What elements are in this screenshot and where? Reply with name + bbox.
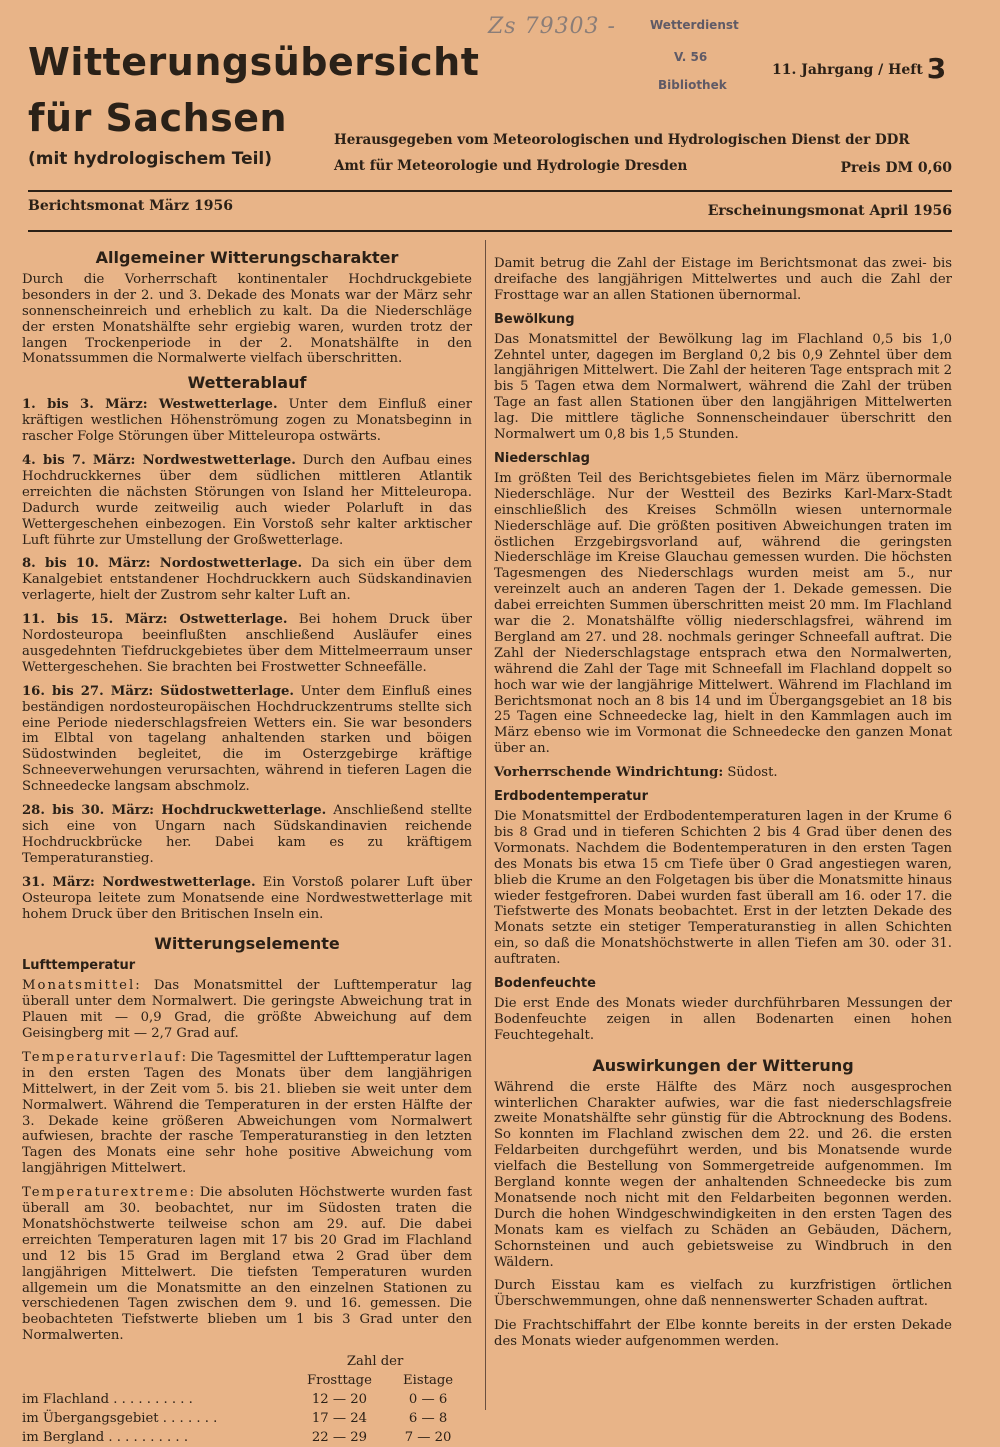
paragraph-soil-moisture: Die erst Ende des Monats wieder durchführbaren Messungen der Bodenfeuchte zeigen in allen Bodenarten einen hohen Feuchtegehalt. — [494, 995, 952, 1043]
course-item-lead: 4. bis 7. März: Nordwestwetterlage. — [22, 452, 296, 468]
course-item — [22, 803, 472, 867]
course-item — [22, 684, 472, 795]
table-caption-row — [22, 1352, 472, 1371]
course-item — [22, 612, 472, 676]
paragraph-precipitation: Im größten Teil des Berichtsgebietes fielen im März übernormale Niederschläge. Nur der Westteil des Bezirks Karl-Marx-Stadt einschließlich des Kreises Schmölln wiesen unternormale Niederschläge auf. Die größten positiven Abweichungen traten im östlichen Erzgebirgsvorland auf, während die geringsten Niederschläge im Kreise Glauchau gemessen wurden. Die höchsten Tagesmengen des Niederschlags wurden meist am 5., nur vereinzelt auch an anderen Tagen der 1. Dekade gemessen. Die dabei erreichten Summen überschritten meist 20 mm. Im Flachland war die 2. Monatshälfte völlig niederschlagsfrei, während im Bergland am 27. und 28. nochmals geringer Schneefall auftrat. Die Zahl der Niederschlagstage entsprach etwa den Normalwerten, während die Zahl der Tage mit Schneefall im Flachland doppelt so hoch war wie der langjährige Mittelwert. Während im Flachland im Berichtsmonat noch an 8 bis 14 und im Übergangsgebiet an 18 bis 25 Tagen eine Schneedecke lag, hielt in den Kammlagen auch im März ebenso wie im Vormonat die Schneedecke den ganzen Monat über an. — [494, 470, 952, 757]
paragraph-wind-direction — [494, 765, 952, 781]
heading-cloudiness: Bewölkung — [494, 311, 575, 327]
report-month: Berichtsmonat März 1956 — [28, 198, 233, 214]
heading-precipitation: Niederschlag — [494, 450, 590, 466]
label-temperature-extremes: Temperaturextreme — [22, 1185, 190, 1201]
text-temperature-course: : Die Tagesmittel der Lufttemperatur lagen in den ersten Tagen des Monats über dem langjährigen Mittelwert, in der Zeit vom 5. bis 21. blieben sie weit unter dem Normalwert. Während die Temperaturen in der ersten Hälfte der 3. Dekade keine größeren Abweichungen vom Normalwert aufwiesen, brachte der rasche Temperaturanstieg in den letzten Tagen des Monats eine sehr hohe positive Abweichung vom langjährigen Mittelwert. — [22, 1049, 472, 1177]
paragraph-temperature-course — [22, 1050, 472, 1177]
paragraph-general: Durch die Vorherrschaft kontinentaler Hochdruckgebiete besonders in der 2. und 3. Dekade des Monats war der März sehr sonnenscheinreich und erheblich zu kalt. Da die Niederschläge der ersten Monatshälfte sehr ergiebig waren, wurden trotz der langen Trockenperiode in der 2. Monatshälfte in den Monatssummen die Normalwerte vielfach überschritten. — [22, 271, 472, 367]
text-monthly-mean: : Das Monatsmittel der Lufttemperatur lag überall unter dem Normalwert. Die geringste Abweichung trat in Plauen mit — 0,9 Grad, die größte Abweichung auf dem Geisingberg mit — 2,7 Grad auf. — [22, 978, 472, 1041]
heading-weather-elements: Witterungselemente — [154, 934, 340, 954]
title-line-2: für Sachsen — [28, 96, 288, 140]
handwritten-catalog-number: Zs 79303 - — [488, 14, 616, 39]
heading-air-temperature: Lufttemperatur — [22, 958, 136, 974]
course-item-lead: 28. bis 30. März: Hochdruckwetterlage. — [22, 803, 327, 819]
heading-soil-moisture: Bodenfeuchte — [494, 976, 596, 992]
heading-general-character: Allgemeiner Witterungscharakter — [95, 248, 399, 267]
cell-ice: 0 — 6 — [408, 1392, 448, 1408]
header-rule-bottom — [28, 230, 952, 232]
issue-number: 3 — [926, 52, 947, 85]
subtitle: (mit hydrologischem Teil) — [28, 149, 273, 169]
price: Preis DM 0,60 — [840, 160, 952, 176]
paragraph-cloudiness: Das Monatsmittel der Bewölkung lag im Flachland 0,5 bis 1,0 Zehntel unter, dagegen im Bergland 0,2 bis 0,9 Zehntel über dem langjährigen Mittelwert. Die Zahl der heiteren Tage entsprach mit 2 bis 5 Tagen etwa dem Normalwert, während die Zahl der trüben Tage an fast allen Stationen über den langjährigen Mittelwerten lag. Die mittlere tägliche Sonnenscheindauer überschritt den Normalwert um 0,8 bis 1,5 Stunden. — [494, 331, 952, 443]
header-rule-top — [28, 190, 952, 192]
title-line-1: Witterungsübersicht — [28, 40, 480, 84]
course-item-text: Unter dem Einfluß eines beständigen nordosteuropäischen Hochdruckzentrums stellte sich eine Periode niederschlagsfreien Wetters ein. Sie war besonders im Elbtal von tagelang anhaltenden starken und böigen Südostwinden begleitet, die im Osterzgebirge kräftige Schneeverwehungen verursachten, während in tieferen Lagen die Schneedecke langsam abschmolz. — [22, 683, 472, 795]
right-column — [494, 256, 952, 1358]
heading-weather-course: Wetterablauf — [187, 373, 307, 393]
table-row — [22, 1390, 472, 1409]
course-item-text: Da sich ein über dem Kanalgebiet entstandener Hochdruckkern auch Südskandinavien verlagerte, hielt der Zustrom sehr kalter Luft an. — [22, 556, 472, 604]
course-item — [22, 453, 472, 548]
paragraph-ice-days: Damit betrug die Zahl der Eistage im Berichtsmonat das zwei- bis dreifache des langjährigen Mittelwertes und auch die Zahl der Frosttage war an allen Stationen übernormal. — [494, 256, 952, 303]
publisher-line: Herausgegeben vom Meteorologischen und Hydrologischen Dienst der DDR — [334, 132, 910, 148]
table-caption: Zahl der — [346, 1354, 404, 1370]
stamp-line-3: Bibliothek — [658, 78, 727, 92]
cell-ice: 6 — 8 — [408, 1411, 448, 1427]
course-item-lead: 31. März: Nordwestwetterlage. — [22, 874, 256, 890]
label-wind-direction: Vorherrschende Windrichtung: — [494, 765, 724, 781]
cell-ice: 7 — 20 — [404, 1430, 452, 1446]
cell-region: im Flachland . . . . . . . . . . — [22, 1392, 193, 1408]
column-header-ice: Eistage — [403, 1373, 454, 1389]
stamp-line-2: V. 56 — [674, 50, 708, 64]
issue-info — [772, 52, 946, 85]
paragraph-effects-3: Die Frachtschiffahrt der Elbe konnte bereits in der ersten Dekade des Monats wieder aufgenommen werden. — [494, 1318, 952, 1350]
paragraph-soil-temperature: Die Monatsmittel der Erdbodentemperaturen lagen in der Krume 6 bis 8 Grad und in tieferen Schichten 2 bis 4 Grad über denen des Vormonats. Nachdem die Bodentemperaturen in den ersten Tagen des Monats bis etwa 15 cm Tiefe über 0 Grad angestiegen waren, blieb die Krume an den Folgetagen bis über die Monatsmitte hinaus wieder festgefroren. Dabei wurden fast überall am 16. oder 17. die Tiefstwerte des Monats beobachtet. Erst in der letzten Dekade des Monats setzte ein stetiger Temperaturanstieg in allen Schichten ein, so daß die Monatshöchstwerte in allen Tiefen am 30. oder 31. auftraten. — [494, 809, 952, 968]
column-header-frost: Frosttage — [307, 1373, 372, 1389]
cell-frost: 17 — 24 — [311, 1411, 368, 1427]
paragraph-monthly-mean — [22, 978, 472, 1042]
table-header-row — [22, 1371, 472, 1390]
course-item-lead: 11. bis 15. März: Ostwetterlage. — [22, 612, 288, 628]
course-item-text: Unter dem Einfluß einer kräftigen westlichen Höhenströmung zogen zu Monatsbeginn in rascher Folge Störungen über Mitteleuropa ostwärts. — [22, 397, 472, 445]
course-item-text: Anschließend stellte sich eine von Ungarn nach Südskandinavien reichende Hochdruckbrücke her. Dabei kam es zu kräftigem Temperaturanstieg. — [22, 803, 473, 866]
course-item-text: Bei hohem Druck über Nordosteuropa beeinflußten anschließend Ausläufer eines ausgedehnten Tiefdruckgebietes über dem Mittelmeerraum unser Wettergeschehen. Sie brachten bei Frostwetter Schneefälle. — [22, 612, 472, 675]
course-item — [22, 556, 472, 604]
value-wind-direction: Südost. — [723, 765, 778, 781]
office-line: Amt für Meteorologie und Hydrologie Dresden — [334, 158, 688, 174]
table-row — [22, 1409, 472, 1428]
paragraph-effects-1: Während die erste Hälfte des März noch ausgesprochen winterlichen Charakter aufwies, war die fast niederschlagsfreie zweite Monatshälfte sehr günstig für die Abtrocknung des Bodens. So konnten im Flachland zwischen dem 22. und 26. die ersten Feldarbeiten durchgeführt werden, und bis Monatsende wurde vielfach die Bestellung von Sommergetreide aufgenommen. Im Bergland konnte wegen der anhaltenden Schneedecke bis zum Monatsende noch nicht mit den Feldarbeiten begonnen werden. Durch die hohen Windgeschwindigkeiten in den ersten Tagen des Monats kam es vielfach zu Schäden an Gebäuden, Dächern, Schornsteinen und auch gebietsweise zu Windbruch in den Wäldern. — [494, 1079, 952, 1270]
left-column — [22, 250, 472, 1447]
stamp-line-1: Wetterdienst — [650, 18, 739, 32]
issue-label: 11. Jahrgang / Heft — [772, 62, 923, 78]
frost-days-table — [22, 1352, 472, 1447]
course-item — [22, 875, 472, 923]
course-item-lead: 1. bis 3. März: Westwetterlage. — [22, 397, 278, 413]
cell-frost: 22 — 29 — [311, 1430, 368, 1446]
cell-region: im Bergland . . . . . . . . . . — [22, 1430, 189, 1446]
cell-region: im Übergangsgebiet . . . . . . . — [22, 1411, 218, 1427]
course-item-text: Durch den Aufbau eines Hochdruckkernes über dem südlichen mittleren Atlantik erreichten die nächsten Störungen von Island her Mitteleuropa. Dadurch wurde zeitweilig auch wieder Polarluft in das Wettergeschehen einbezogen. Ein Vorstoß sehr kalter arktischer Luft führte zur Umstellung der Großwetterlage. — [22, 452, 472, 548]
heading-weather-effects: Auswirkungen der Witterung — [592, 1055, 854, 1075]
course-item — [22, 397, 472, 445]
label-temperature-course: Temperaturverlauf — [22, 1049, 182, 1065]
course-item-lead: 8. bis 10. März: Nordostwetterlage. — [22, 556, 303, 572]
paragraph-temperature-extremes — [22, 1185, 472, 1344]
column-divider — [485, 240, 486, 1410]
publication-month: Erscheinungsmonat April 1956 — [707, 203, 952, 219]
text-temperature-extremes: : Die absoluten Höchstwerte wurden fast überall am 30. beobachtet, nur im Südosten traten die Monatshöchstwerte teilweise schon am 29. auf. Die dabei erreichten Temperaturen lagen mit 17 bis 20 Grad im Flachland und 12 bis 15 Grad im Bergland etwa 2 Grad über dem langjährigen Mittelwert. Die tiefsten Temperaturen wurden allgemein um die Monatsmitte an den einzelnen Stationen zu verschiedenen Tagen zwischen dem 9. und 16. gemessen. Die beobachteten Tiefstwerte blieben um 1 bis 3 Grad unter den Normalwerten. — [22, 1185, 472, 1344]
heading-soil-temperature: Erdbodentemperatur — [494, 789, 648, 805]
cell-frost: 12 — 20 — [311, 1392, 368, 1408]
label-monthly-mean: Monatsmittel — [22, 978, 136, 994]
course-item-lead: 16. bis 27. März: Südostwetterlage. — [22, 683, 294, 699]
library-stamp — [648, 16, 748, 102]
course-item-text: Ein Vorstoß polarer Luft über Osteuropa leitete zum Monatsende eine Nordwestwetterlage mit hohem Druck über den Britischen Inseln ein. — [22, 874, 472, 922]
table-row — [22, 1428, 472, 1447]
paragraph-effects-2: Durch Eisstau kam es vielfach zu kurzfristigen örtlichen Überschwemmungen, ohne daß nennenswerter Schaden auftrat. — [494, 1278, 952, 1310]
